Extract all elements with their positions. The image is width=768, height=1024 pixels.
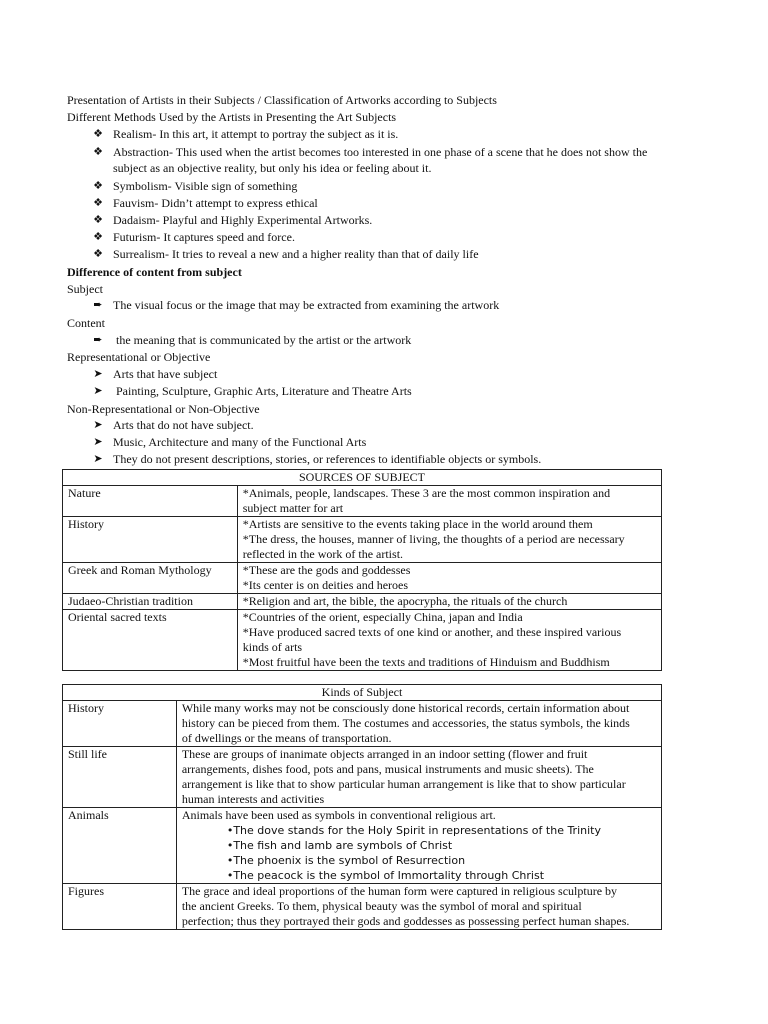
row-label: Still life [63,747,177,808]
description-line: kinds of arts [242,640,303,654]
arrowhead-bullet-icon: ➤ [93,419,103,431]
description-line: of dwellings or the means of transportation. [181,731,392,745]
table-row [63,563,662,594]
method-text: Symbolism- Visible sign of something [113,179,298,193]
description-line: *Its center is on deities and heroes [242,578,409,592]
description-line: the ancient Greeks. To them, physical beauty was the symbol of moral and spiritual [181,899,582,913]
table-row [63,884,662,930]
arrowhead-bullet-icon: ➤ [93,453,103,465]
row-description [237,594,661,610]
row-description [176,701,661,747]
description-line: *Artists are sensitive to the events taking place in the world around them [242,517,593,531]
diamond-bullet-icon: ❖ [93,231,103,243]
method-text: Surrealism- It tries to reveal a new and a higher reality than that of daily life [113,247,479,261]
row-label: History [63,701,177,747]
kinds-of-subject-table [62,684,662,930]
row-label: Animals [63,808,177,884]
symbol-item: •The dove stands for the Holy Spirit in representations of the Trinity [226,824,601,837]
description-line: The grace and ideal proportions of the human form were captured in religious sculpture by [181,884,618,898]
definition-text: The visual focus or the image that may be extracted from examining the artwork [113,298,500,312]
row-description [237,610,661,671]
content-label: Content [67,316,105,330]
row-label: Greek and Roman Mythology [63,563,238,594]
table-row [63,517,662,563]
row-label: Nature [63,486,238,517]
table-row [63,747,662,808]
description-line: Animals have been used as symbols in conventional religious art. [181,808,496,822]
description-line: *Animals, people, landscapes. These 3 are the most common inspiration and [242,486,611,500]
table-caption-row [63,470,662,486]
non-representational-label: Non-Representational or Non-Objective [67,402,260,416]
item-text: Arts that do not have subject. [113,418,254,432]
description-line: *Most fruitful have been the texts and traditions of Hinduism and Buddhism [242,655,610,669]
arrowhead-bullet-icon: ➤ [93,385,103,397]
description-line: perfection; thus they portrayed their gods and goddesses as possessing perfect human shapes. [181,914,630,928]
diamond-bullet-icon: ❖ [93,214,103,226]
sources-of-subject-table [62,469,662,671]
diamond-bullet-icon: ❖ [93,248,103,260]
symbol-item: •The phoenix is the symbol of Resurrection [226,854,466,867]
description-line: history can be pieced from them. The costumes and accessories, the status symbols, the kinds [181,716,630,730]
pointer-bullet-icon: ➨ [93,334,103,346]
table-row [63,594,662,610]
item-text: Painting, Sculpture, Graphic Arts, Literature and Theatre Arts [116,384,412,398]
diamond-bullet-icon: ❖ [93,128,103,140]
row-description [176,884,661,930]
method-text: Realism- In this art, it attempt to portray the subject as it is. [113,127,399,141]
item-text: Arts that have subject [113,367,218,381]
symbol-item: •The peacock is the symbol of Immortality through Christ [226,869,545,882]
representational-label: Representational or Objective [67,350,211,364]
method-text-continuation: subject as an objective reality, but only his idea or feeling about it. [113,161,432,175]
arrowhead-bullet-icon: ➤ [93,368,103,380]
symbol-item: •The fish and lamb are symbols of Christ [226,839,453,852]
method-text: Abstraction- This used when the artist becomes too interested in one phase of a scene that he does not show the [113,145,648,159]
row-description [176,808,661,884]
method-text: Fauvism- Didn’t attempt to express ethical [113,196,318,210]
description-line: *The dress, the houses, manner of living, the thoughts of a period are necessary [242,532,625,546]
description-line: arrangements, dishes food, pots and pans, musical instruments and music sheets). The [181,762,594,776]
description-line: *Have produced sacred texts of one kind or another, and these inspired various [242,625,622,639]
row-description [237,517,661,563]
item-text: Music, Architecture and many of the Functional Arts [113,435,367,449]
subject-label: Subject [67,282,103,296]
table-row [63,701,662,747]
kinds-table-caption: Kinds of Subject [63,685,662,701]
row-label: Judaeo-Christian tradition [63,594,238,610]
table-row [63,808,662,884]
description-line: *Religion and art, the bible, the apocrypha, the rituals of the church [242,594,568,608]
diamond-bullet-icon: ❖ [93,146,103,158]
description-line: These are groups of inanimate objects arranged in an indoor setting (flower and fruit [181,747,588,761]
pointer-bullet-icon: ➨ [93,299,103,311]
row-description [176,747,661,808]
row-label: Oriental sacred texts [63,610,238,671]
sources-table-caption: SOURCES OF SUBJECT [63,470,662,486]
description-line: arrangement is like that to show particular human arrangement is like that to show particular [181,777,626,791]
row-label: Figures [63,884,177,930]
table-row [63,486,662,517]
document-title: Presentation of Artists in their Subjects / Classification of Artworks according to Subjects [67,93,497,107]
diamond-bullet-icon: ❖ [93,180,103,192]
table-row [63,610,662,671]
content-section-heading: Difference of content from subject [67,265,242,279]
methods-heading: Different Methods Used by the Artists in Presenting the Art Subjects [67,110,397,124]
description-line: *Countries of the orient, especially China, japan and India [242,610,523,624]
item-text: They do not present descriptions, stories, or references to identifiable objects or symbols. [113,452,542,466]
description-line: human interests and activities [181,792,325,806]
diamond-bullet-icon: ❖ [93,197,103,209]
description-line: subject matter for art [242,501,344,515]
method-text: Futurism- It captures speed and force. [113,230,295,244]
row-label: History [63,517,238,563]
description-line: While many works may not be consciously done historical records, certain information about [181,701,630,715]
method-text: Dadaism- Playful and Highly Experimental Artworks. [113,213,373,227]
row-description [237,563,661,594]
description-line: reflected in the work of the artist. [242,547,404,561]
row-description [237,486,661,517]
description-line: *These are the gods and goddesses [242,563,411,577]
definition-text: the meaning that is communicated by the artist or the artwork [116,333,412,347]
arrowhead-bullet-icon: ➤ [93,436,103,448]
table-caption-row [63,685,662,701]
